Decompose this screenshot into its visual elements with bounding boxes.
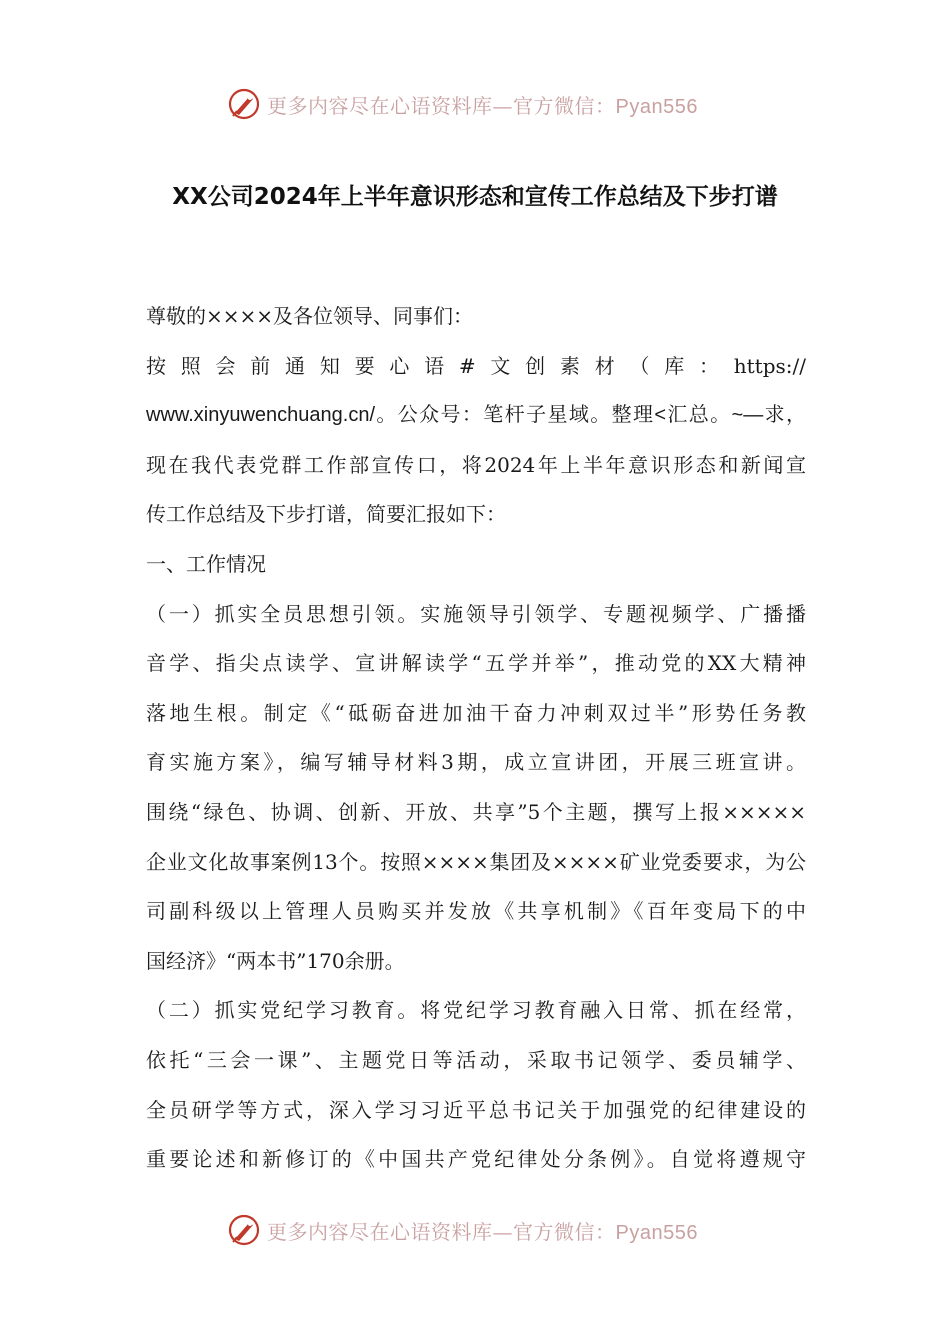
paragraph-line: 司副科级以上管理人员购买并发放《共享机制》《百年变局下的中 [146,899,806,924]
paragraph-line: 企业文化故事案例13个。按照××××集团及××××矿业党委要求，为公 [146,849,806,874]
paragraph-line: 依托“三会一课”、主题党日等活动，采取书记领学、委员辅学、 [146,1047,806,1072]
watermark-text: 更多内容尽在心语资料库—官方微信：Pyan556 [267,93,698,118]
pen-nib-logo-icon [227,1213,261,1247]
section-heading: 一、工作情况 [146,551,266,576]
paragraph-line: （二）抓实党纪学习教育。将党纪学习教育融入日常、抓在经常， [146,998,806,1023]
paragraph-line: 现在我代表党群工作部宣传口，将2024年上半年意识形态和新闻宣 [146,452,806,477]
watermark-text: 更多内容尽在心语资料库—官方微信：Pyan556 [267,1219,698,1244]
wechat-id: Pyan556 [615,95,698,118]
paragraph-line: 音学、指尖点读学、宣讲解读学“五学并举”，推动党的XX大精神 [146,651,806,676]
watermark-banner-bottom [0,1210,950,1250]
wechat-id: Pyan556 [615,1221,698,1244]
paragraph-line: 落地生根。制定《“砥砺奋进加油干奋力冲刺双过半”形势任务教 [146,700,806,725]
document-title: XX公司2024年上半年意识形态和宣传工作总结及下步打谱 [172,184,778,210]
watermark-banner-top [0,84,950,124]
paragraph-line: 围绕“绿色、协调、创新、开放、共享”5个主题，撰写上报××××× [146,799,806,824]
paragraph-line: 传工作总结及下步打谱，简要汇报如下： [146,502,506,527]
pen-nib-logo-icon [227,87,261,121]
paragraph-line: 重要论述和新修订的《中国共产党纪律处分条例》。自觉将遵规守 [146,1147,806,1172]
paragraph-line: 育实施方案》，编写辅导材料3期，成立宣讲团，开展三班宣讲。 [146,750,806,775]
paragraph-line: （一）抓实全员思想引领。实施领导引领学、专题视频学、广播播 [146,601,806,626]
paragraph-line: 国经济》“两本书”170余册。 [146,948,405,973]
paragraph-line: www.xinyuwenchuang.cn/。公众号：笔杆子星域。整理<汇总。~—求， [146,404,806,427]
paragraph-line: 按照会前通知要心语#文创素材（库：https:// [146,353,806,378]
salutation-line: 尊敬的××××及各位领导、同事们： [146,304,474,328]
paragraph-line: 全员研学等方式，深入学习习近平总书记关于加强党的纪律建设的 [146,1097,806,1122]
document-body [146,292,806,1185]
